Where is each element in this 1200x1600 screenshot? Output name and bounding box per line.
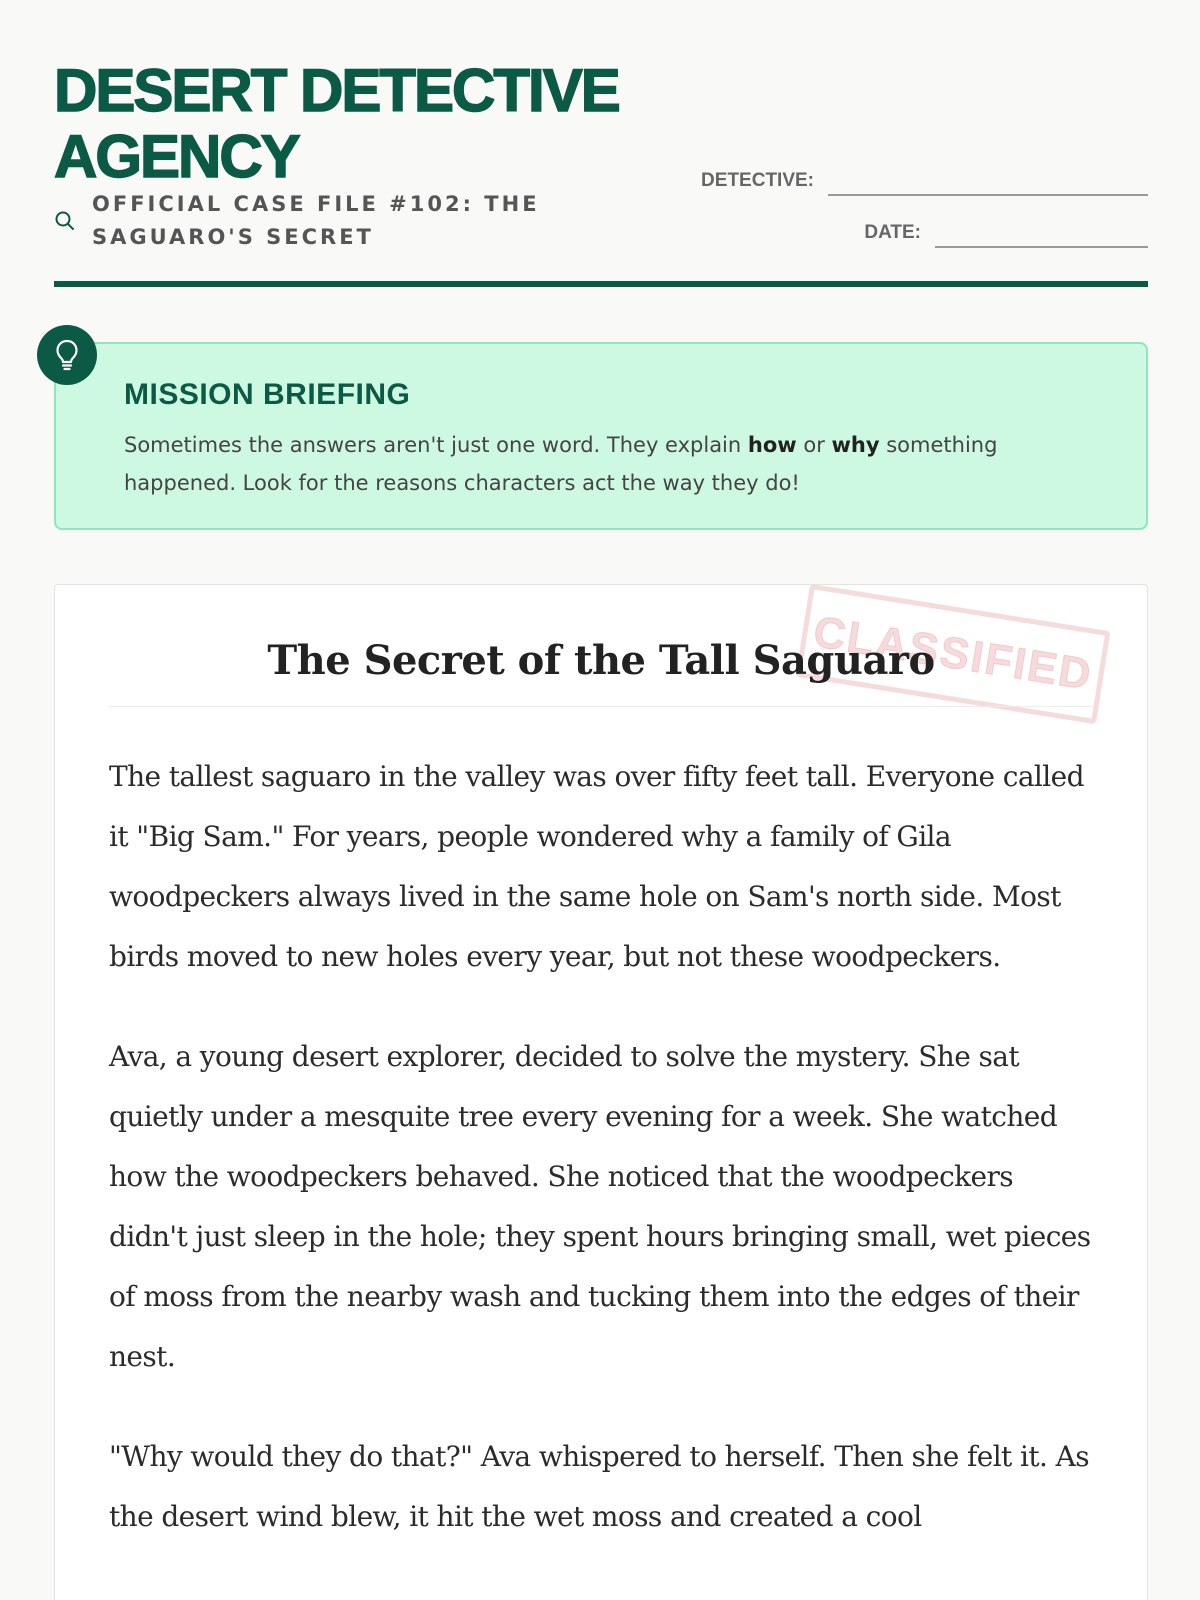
detective-field-row [688, 166, 1148, 196]
lightbulb-icon [37, 325, 97, 385]
header-divider [54, 281, 1148, 287]
detective-label: DETECTIVE: [701, 170, 814, 191]
story-title: The Secret of the Tall Saguaro [267, 637, 935, 684]
story-body [109, 747, 1099, 1587]
briefing-text [124, 426, 1084, 502]
detective-name-field[interactable] [828, 166, 1148, 196]
case-file-label: OFFICIAL CASE FILE #102: THE SAGUARO'S SECRET [92, 192, 540, 249]
agency-title: DESERT DETECTIVE AGENCY [54, 57, 619, 190]
date-label: DATE: [864, 222, 921, 243]
briefing-text-part: something happened. Look for the reasons characters act the way they do! [124, 433, 998, 495]
case-file-line [54, 188, 674, 254]
briefing-bold-how: how [747, 433, 797, 457]
date-field-row [688, 218, 1148, 248]
story-card [54, 584, 1148, 1600]
briefing-text-part: Sometimes the answers aren't just one word. They explain [124, 433, 748, 457]
agency-title-block [54, 58, 674, 190]
story-paragraph: Ava, a young desert explorer, decided to solve the mystery. She sat quietly under a mesquite tree every evening for a week. She watched how the woodpeckers behaved. She noticed that the woodpeckers didn't just sleep in the hole; they spent hours bringing small, wet pieces of moss from the nearby wash and tucking them into the edges of their nest. [109, 1040, 1091, 1373]
worksheet-fields [688, 166, 1148, 270]
briefing-text-part: or [796, 433, 832, 457]
classified-stamp-text: CLASSIFIED [810, 607, 1096, 700]
search-icon [54, 208, 80, 234]
date-field[interactable] [935, 218, 1148, 248]
story-paragraph: The tallest saguaro in the valley was over fifty feet tall. Everyone called it "Big Sam." For years, people wondered why a family of Gila woodpeckers always lived in the same hole on Sam's north side. Most birds moved to new holes every year, but not these woodpeckers. [109, 760, 1084, 973]
briefing-title: MISSION BRIEFING [124, 378, 411, 411]
story-paragraph: "Why would they do that?" Ava whispered to herself. Then she felt it. As the desert wind blew, it hit the wet moss and created a cool [109, 1440, 1090, 1533]
page-header [54, 58, 1148, 288]
mission-briefing-box [54, 342, 1148, 530]
briefing-bold-why: why [831, 433, 880, 457]
story-title-divider [109, 706, 1093, 707]
